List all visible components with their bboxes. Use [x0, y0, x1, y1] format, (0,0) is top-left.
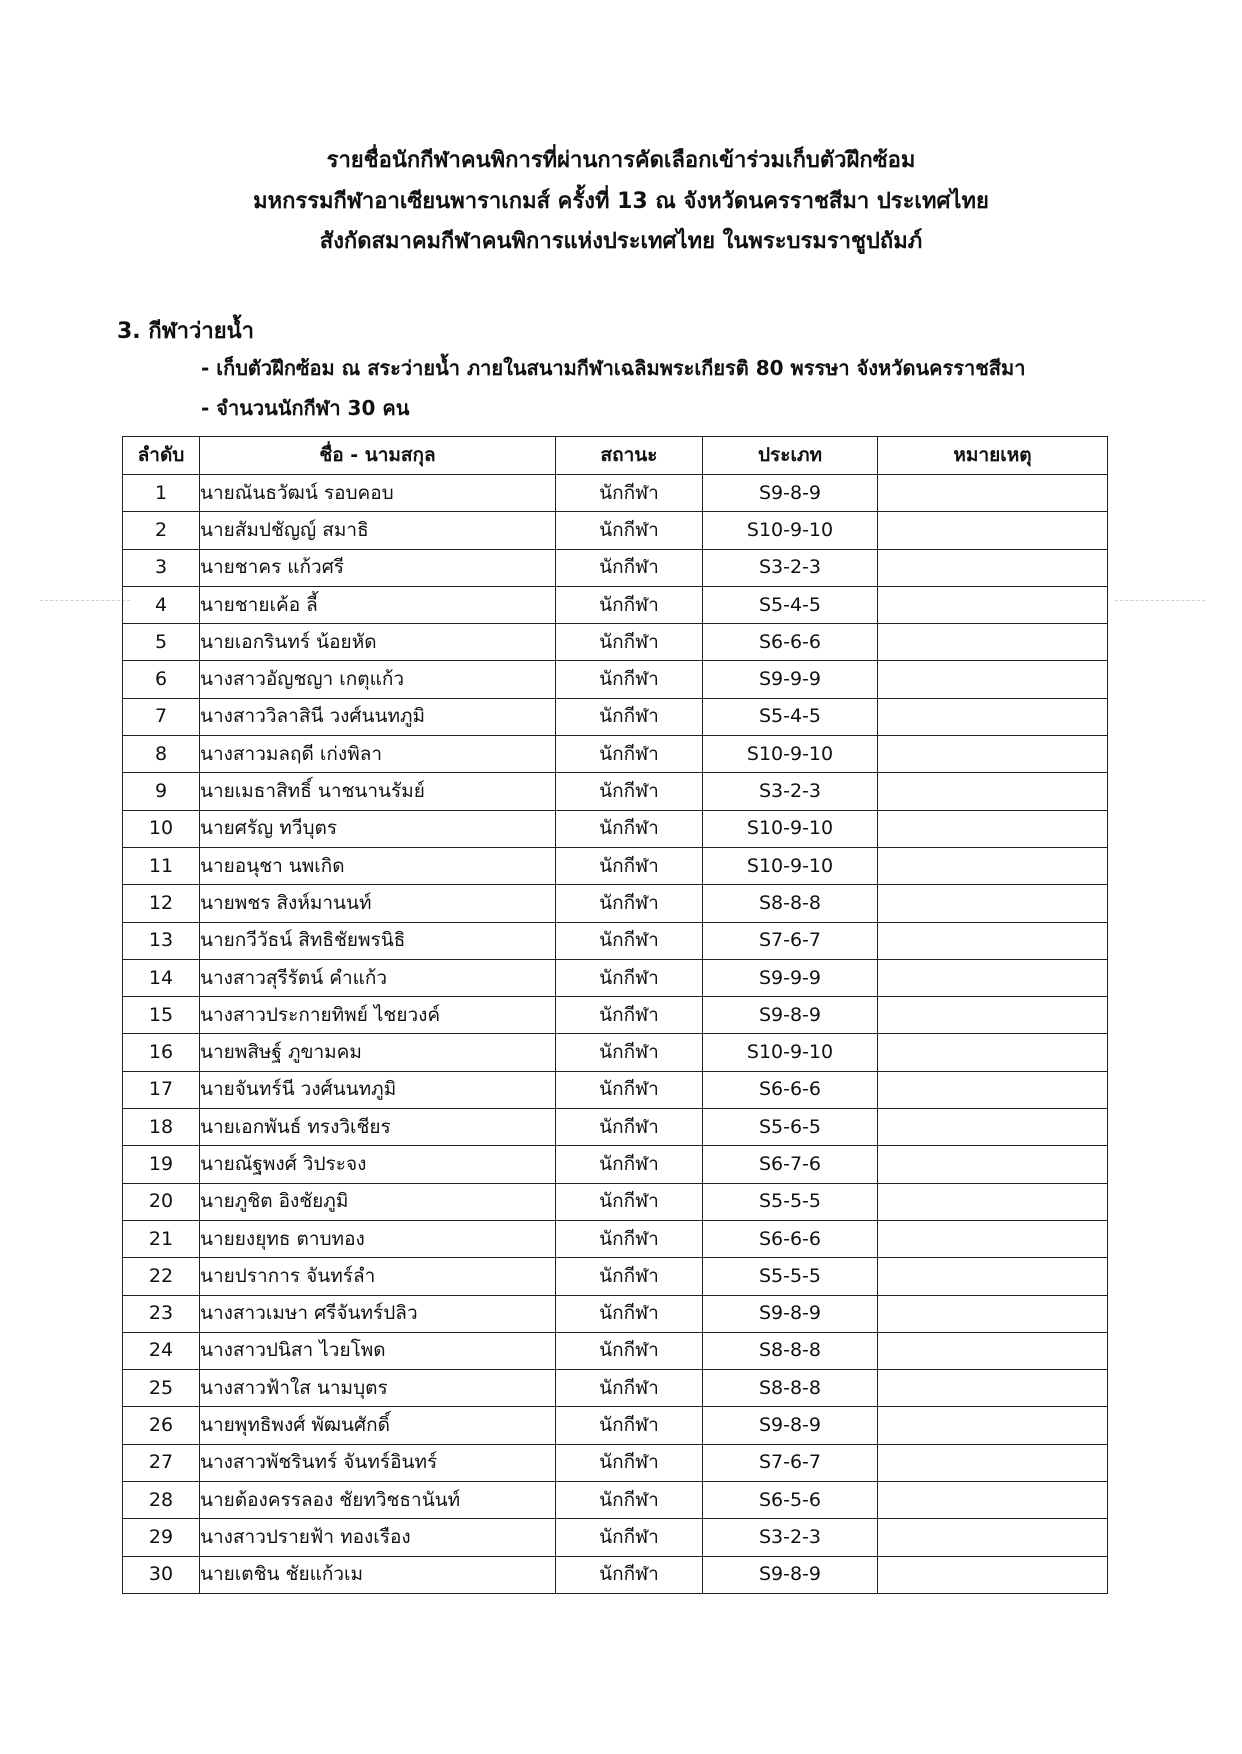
row-number-cell: 11	[123, 847, 200, 884]
classification-cell: S10-9-10	[703, 847, 878, 884]
section-title: 3. กีฬาว่ายน้ำ	[117, 319, 255, 344]
table-row	[123, 1220, 1108, 1257]
table-row	[123, 1519, 1108, 1556]
status-cell: นักกีฬา	[556, 1034, 703, 1071]
row-number-cell: 20	[123, 1183, 200, 1220]
classification-cell: S5-6-5	[703, 1109, 878, 1146]
athlete-name-cell: นายเมธาสิทธิ์ นาชนานรัมย์	[200, 773, 556, 810]
row-number-cell: 25	[123, 1370, 200, 1407]
status-cell: นักกีฬา	[556, 1183, 703, 1220]
remarks-cell	[878, 1183, 1108, 1220]
table-row	[123, 1407, 1108, 1444]
row-number-cell: 23	[123, 1295, 200, 1332]
row-number-cell: 1	[123, 475, 200, 512]
remarks-cell	[878, 1071, 1108, 1108]
table-row	[123, 922, 1108, 959]
remarks-cell	[878, 997, 1108, 1034]
remarks-cell	[878, 1444, 1108, 1481]
document-title-line-3: สังกัดสมาคมกีฬาคนพิการแห่งประเทศไทย ในพระบรมราชูปถัมภ์	[319, 229, 923, 254]
remarks-cell	[878, 1146, 1108, 1183]
table-row	[123, 1034, 1108, 1071]
athlete-name-cell: นายสัมปชัญญ์ สมาธิ	[200, 512, 556, 549]
remarks-cell	[878, 736, 1108, 773]
row-number-cell: 19	[123, 1146, 200, 1183]
status-cell: นักกีฬา	[556, 624, 703, 661]
column-header-status: สถานะ	[556, 437, 703, 475]
classification-cell: S10-9-10	[703, 810, 878, 847]
remarks-cell	[878, 1109, 1108, 1146]
remarks-cell	[878, 475, 1108, 512]
row-number-cell: 18	[123, 1109, 200, 1146]
document-title-line-2: มหกรรมกีฬาอาเซียนพาราเกมส์ ครั้งที่ 13 ณ จังหวัดนครราชสีมา ประเทศไทย	[253, 189, 989, 214]
remarks-cell	[878, 1407, 1108, 1444]
remarks-cell	[878, 885, 1108, 922]
table-row	[123, 549, 1108, 586]
classification-cell: S7-6-7	[703, 922, 878, 959]
remarks-cell	[878, 1482, 1108, 1519]
row-number-cell: 21	[123, 1220, 200, 1257]
classification-cell: S6-6-6	[703, 1071, 878, 1108]
status-cell: นักกีฬา	[556, 810, 703, 847]
row-number-cell: 24	[123, 1332, 200, 1369]
remarks-cell	[878, 1258, 1108, 1295]
table-row	[123, 1370, 1108, 1407]
classification-cell: S7-6-7	[703, 1444, 878, 1481]
table-row	[123, 885, 1108, 922]
remarks-cell	[878, 661, 1108, 698]
classification-cell: S10-9-10	[703, 512, 878, 549]
status-cell: นักกีฬา	[556, 661, 703, 698]
column-header-name: ชื่อ - นามสกุล	[200, 437, 556, 475]
classification-cell: S9-9-9	[703, 661, 878, 698]
table-row	[123, 736, 1108, 773]
status-cell: นักกีฬา	[556, 1146, 703, 1183]
remarks-cell	[878, 549, 1108, 586]
classification-cell: S3-2-3	[703, 549, 878, 586]
training-location-note: - เก็บตัวฝึกซ้อม ณ สระว่ายน้ำ ภายในสนามกีฬาเฉลิมพระเกียรติ 80 พรรษา จังหวัดนครราชสีมา	[201, 356, 1026, 380]
status-cell: นักกีฬา	[556, 736, 703, 773]
athlete-name-cell: นางสาวมลฤดี เก่งพิลา	[200, 736, 556, 773]
table-row	[123, 847, 1108, 884]
classification-cell: S6-6-6	[703, 1220, 878, 1257]
status-cell: นักกีฬา	[556, 1109, 703, 1146]
scan-artifact-line	[1115, 600, 1205, 601]
status-cell: นักกีฬา	[556, 475, 703, 512]
athlete-name-cell: นายเอกพันธ์ ทรงวิเชียร	[200, 1109, 556, 1146]
table-row	[123, 512, 1108, 549]
classification-cell: S5-4-5	[703, 698, 878, 735]
column-header-class: ประเภท	[703, 437, 878, 475]
remarks-cell	[878, 698, 1108, 735]
remarks-cell	[878, 1556, 1108, 1593]
athlete-name-cell: นางสาวประกายทิพย์ ไชยวงค์	[200, 997, 556, 1034]
table-row	[123, 810, 1108, 847]
remarks-cell	[878, 1519, 1108, 1556]
classification-cell: S6-6-6	[703, 624, 878, 661]
athlete-name-cell: นายศรัญ ทวีบุตร	[200, 810, 556, 847]
athlete-name-cell: นายชายเค้อ ลี้	[200, 586, 556, 623]
column-header-remarks: หมายเหตุ	[878, 437, 1108, 475]
status-cell: นักกีฬา	[556, 1482, 703, 1519]
remarks-cell	[878, 1034, 1108, 1071]
classification-cell: S9-8-9	[703, 1556, 878, 1593]
table-row	[123, 586, 1108, 623]
row-number-cell: 12	[123, 885, 200, 922]
row-number-cell: 7	[123, 698, 200, 735]
row-number-cell: 30	[123, 1556, 200, 1593]
classification-cell: S5-5-5	[703, 1183, 878, 1220]
status-cell: นักกีฬา	[556, 1332, 703, 1369]
athlete-table	[122, 436, 1108, 1594]
table-row	[123, 959, 1108, 996]
athlete-name-cell: นายเอกรินทร์ น้อยหัด	[200, 624, 556, 661]
status-cell: นักกีฬา	[556, 922, 703, 959]
row-number-cell: 22	[123, 1258, 200, 1295]
table-row	[123, 475, 1108, 512]
table-row	[123, 661, 1108, 698]
remarks-cell	[878, 624, 1108, 661]
remarks-cell	[878, 959, 1108, 996]
row-number-cell: 3	[123, 549, 200, 586]
status-cell: นักกีฬา	[556, 847, 703, 884]
status-cell: นักกีฬา	[556, 885, 703, 922]
classification-cell: S9-8-9	[703, 1407, 878, 1444]
table-row	[123, 1258, 1108, 1295]
athlete-name-cell: นางสาวอัญชญา เกตุแก้ว	[200, 661, 556, 698]
status-cell: นักกีฬา	[556, 997, 703, 1034]
status-cell: นักกีฬา	[556, 586, 703, 623]
row-number-cell: 15	[123, 997, 200, 1034]
athlete-name-cell: นายภูชิต อิงชัยภูมิ	[200, 1183, 556, 1220]
status-cell: นักกีฬา	[556, 698, 703, 735]
classification-cell: S8-8-8	[703, 885, 878, 922]
athlete-name-cell: นายอนุชา นพเกิด	[200, 847, 556, 884]
row-number-cell: 8	[123, 736, 200, 773]
athlete-name-cell: นายชาคร แก้วศรี	[200, 549, 556, 586]
classification-cell: S10-9-10	[703, 1034, 878, 1071]
status-cell: นักกีฬา	[556, 959, 703, 996]
classification-cell: S9-8-9	[703, 997, 878, 1034]
table-row	[123, 1482, 1108, 1519]
table-row	[123, 997, 1108, 1034]
status-cell: นักกีฬา	[556, 1407, 703, 1444]
remarks-cell	[878, 922, 1108, 959]
athlete-name-cell: นายยงยุทธ ตาบทอง	[200, 1220, 556, 1257]
remarks-cell	[878, 847, 1108, 884]
athlete-name-cell: นายปราการ จันทร์ลำ	[200, 1258, 556, 1295]
table-row	[123, 624, 1108, 661]
table-row	[123, 1109, 1108, 1146]
status-cell: นักกีฬา	[556, 512, 703, 549]
row-number-cell: 10	[123, 810, 200, 847]
table-row	[123, 698, 1108, 735]
athlete-name-cell: นางสาววิลาสินี วงศ์นนทภูมิ	[200, 698, 556, 735]
remarks-cell	[878, 586, 1108, 623]
row-number-cell: 29	[123, 1519, 200, 1556]
athlete-name-cell: นายกวีวัธน์ สิทธิชัยพรนิธิ	[200, 922, 556, 959]
table-header-row	[123, 437, 1108, 475]
row-number-cell: 2	[123, 512, 200, 549]
table-row	[123, 773, 1108, 810]
row-number-cell: 17	[123, 1071, 200, 1108]
athlete-name-cell: นางสาวสุรีรัตน์ คำแก้ว	[200, 959, 556, 996]
document-title-line-1: รายชื่อนักกีฬาคนพิการที่ผ่านการคัดเลือกเข้าร่วมเก็บตัวฝึกซ้อม	[326, 148, 916, 173]
classification-cell: S3-2-3	[703, 1519, 878, 1556]
athlete-name-cell: นายพสิษฐ์ ภูขามคม	[200, 1034, 556, 1071]
classification-cell: S5-5-5	[703, 1258, 878, 1295]
athlete-name-cell: นายต้องครรลอง ชัยทวิชธานันท์	[200, 1482, 556, 1519]
remarks-cell	[878, 1295, 1108, 1332]
athlete-name-cell: นายจันทร์นี วงศ์นนทภูมิ	[200, 1071, 556, 1108]
scan-artifact-line	[40, 600, 130, 601]
status-cell: นักกีฬา	[556, 1556, 703, 1593]
athlete-name-cell: นายเตชิน ชัยแก้วเม	[200, 1556, 556, 1593]
classification-cell: S9-9-9	[703, 959, 878, 996]
row-number-cell: 6	[123, 661, 200, 698]
classification-cell: S3-2-3	[703, 773, 878, 810]
row-number-cell: 27	[123, 1444, 200, 1481]
athlete-name-cell: นางสาวปนิสา ไวยโพด	[200, 1332, 556, 1369]
table-row	[123, 1146, 1108, 1183]
classification-cell: S6-5-6	[703, 1482, 878, 1519]
row-number-cell: 26	[123, 1407, 200, 1444]
status-cell: นักกีฬา	[556, 773, 703, 810]
row-number-cell: 14	[123, 959, 200, 996]
classification-cell: S8-8-8	[703, 1370, 878, 1407]
athlete-count-note: - จำนวนนักกีฬา 30 คน	[201, 396, 410, 420]
status-cell: นักกีฬา	[556, 1258, 703, 1295]
remarks-cell	[878, 512, 1108, 549]
table-row	[123, 1444, 1108, 1481]
classification-cell: S9-8-9	[703, 1295, 878, 1332]
row-number-cell: 16	[123, 1034, 200, 1071]
table-row	[123, 1556, 1108, 1593]
classification-cell: S9-8-9	[703, 475, 878, 512]
athlete-name-cell: นางสาวปรายฟ้า ทองเรือง	[200, 1519, 556, 1556]
athlete-name-cell: นางสาวฟ้าใส นามบุตร	[200, 1370, 556, 1407]
athlete-name-cell: นายพุทธิพงศ์ พัฒนศักดิ์	[200, 1407, 556, 1444]
athlete-name-cell: นางสาวเมษา ศรีจันทร์ปลิว	[200, 1295, 556, 1332]
remarks-cell	[878, 1220, 1108, 1257]
remarks-cell	[878, 773, 1108, 810]
row-number-cell: 13	[123, 922, 200, 959]
status-cell: นักกีฬา	[556, 1370, 703, 1407]
remarks-cell	[878, 1370, 1108, 1407]
table-row	[123, 1332, 1108, 1369]
remarks-cell	[878, 1332, 1108, 1369]
status-cell: นักกีฬา	[556, 1519, 703, 1556]
classification-cell: S6-7-6	[703, 1146, 878, 1183]
athlete-name-cell: นายพชร สิงห์มานนท์	[200, 885, 556, 922]
row-number-cell: 4	[123, 586, 200, 623]
athlete-name-cell: นายณัฐพงศ์ วิประจง	[200, 1146, 556, 1183]
classification-cell: S5-4-5	[703, 586, 878, 623]
row-number-cell: 9	[123, 773, 200, 810]
table-row	[123, 1071, 1108, 1108]
classification-cell: S8-8-8	[703, 1332, 878, 1369]
classification-cell: S10-9-10	[703, 736, 878, 773]
column-header-number: ลำดับ	[123, 437, 200, 475]
row-number-cell: 28	[123, 1482, 200, 1519]
remarks-cell	[878, 810, 1108, 847]
table-row	[123, 1183, 1108, 1220]
status-cell: นักกีฬา	[556, 1071, 703, 1108]
status-cell: นักกีฬา	[556, 1444, 703, 1481]
status-cell: นักกีฬา	[556, 1220, 703, 1257]
athlete-name-cell: นางสาวพัชรินทร์ จันทร์อินทร์	[200, 1444, 556, 1481]
athlete-name-cell: นายณันธวัฒน์ รอบคอบ	[200, 475, 556, 512]
status-cell: นักกีฬา	[556, 1295, 703, 1332]
table-row	[123, 1295, 1108, 1332]
row-number-cell: 5	[123, 624, 200, 661]
status-cell: นักกีฬา	[556, 549, 703, 586]
